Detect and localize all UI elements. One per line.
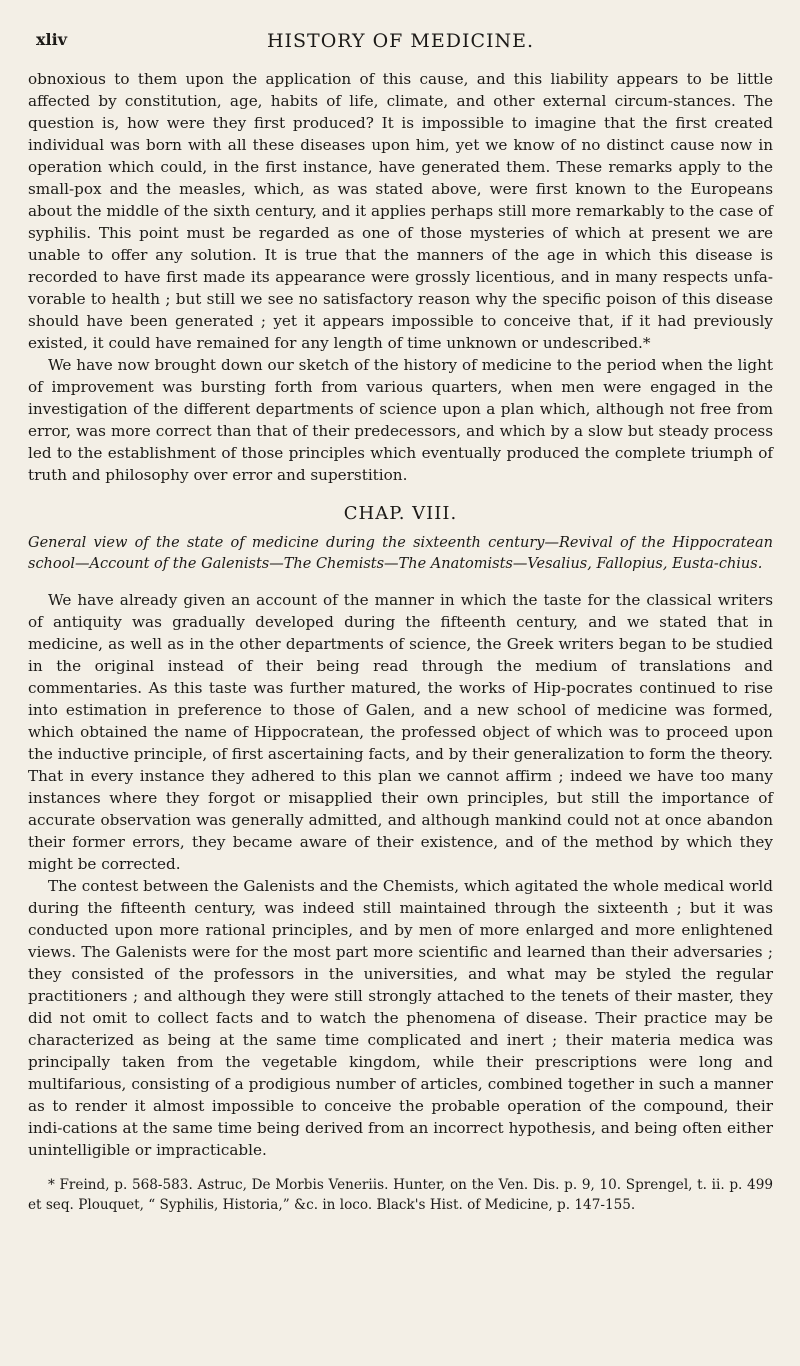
book-page [28, 30, 773, 1215]
page-number: xliv [36, 30, 67, 49]
chapter-synopsis: General view of the state of medicine during the sixteenth century—Revival of the Hippocratean school—Account of the Galenists—The Chemists—The Anatomists—Vesalius, Fallopius, Eusta-chius. [28, 535, 773, 572]
body-text [28, 68, 773, 1215]
paragraph: We have now brought down our sketch of the history of medicine to the period when the light of improvement was bursting forth from various quarters, when men were engaged in the investigation of the different departments of science upon a plan which, although not free from error, was more correct than that of their predecessors, and which by a slow but steady process led to the establishment of those principles which eventually produced the complete triumph of truth and philosophy over error and superstition. [28, 356, 773, 484]
paragraph-continued: obnoxious to them upon the application of this cause, and this liability appears to be little affected by constitution, age, habits of life, climate, and other external circum-stances. The question is, how were they first produced? It is impossible to imagine that the first created individual was born with all these diseases upon him, yet we know of no distinct cause now in operation which could, in the first instance, have generated them. These remarks apply to the small-pox and the measles, which, as was stated above, were first known to the Europeans about the middle of the sixth century, and it applies perhaps still more remarkably to the case of syphilis. This point must be regarded as one of those mysteries of which at present we are unable to offer any solution. It is true that the manners of the age in which this disease is recorded to have first made its appearance were grossly licentious, and in many respects unfa-vorable to health ; but still we see no satisfactory reason why the specific poison of this disease should have been generated ; yet it appears impossible to conceive that, if it had previously existed, it could have remained for any length of time unknown or undescribed.* [28, 70, 773, 352]
paragraph: We have already given an account of the manner in which the taste for the classical writers of antiquity was gradually developed during the fifteenth century, and we stated that in medicine, as well as in the other departments of science, the Greek writers began to be studied in the original instead of their being read through the medium of translations and commentaries. As this taste was further matured, the works of Hip-pocrates continued to rise into estimation in preference to those of Galen, and a new school of medicine was formed, which obtained the name of Hippocratean, the professed object of which was to proceed upon the inductive principle, of first ascertaining facts, and by their generalization to form the theory. That in every instance they adhered to this plan we cannot affirm ; indeed we have too many instances where they forgot or misapplied their own principles, but still the importance of accurate observation was generally admitted, and although mankind could not at once abandon their former errors, they became aware of their existence, and of the method by which they might be corrected. [28, 591, 773, 873]
chapter-heading: CHAP. VIII. [343, 503, 458, 524]
paragraph: The contest between the Galenists and the Chemists, which agitated the whole medical world during the fifteenth century, was indeed still maintained through the sixteenth ; but it was conducted upon more rational principles, and by men of more enlarged and more enlightened views. The Galenists were for the most part more scientific and learned than their adversaries ; they consisted of the professors in the universities, and what may be styled the regular practitioners ; and although they were still strongly attached to the tenets of their master, they did not omit to collect facts and to watch the phenomena of disease. Their practice may be characterized as being at the same time complicated and inert ; their materia medica was principally taken from the vegetable kingdom, while their prescriptions were long and multifarious, consisting of a prodigious number of articles, combined together in such a manner as to render it almost impossible to conceive the probable operation of the compound, their indi-cations at the same time being derived from an incorrect hypothesis, and being often either unintelligible or impracticable. [28, 877, 773, 1159]
footnote: * Freind, p. 568-583. Astruc, De Morbis Veneriis. Hunter, on the Ven. Dis. p. 9, 10. Sprengel, t. ii. p. 499 et seq. Plouquet, “ Syphilis, Historia,” &c. in loco. Black's Hist. of Medicine, p. 147-155. [28, 1177, 773, 1213]
running-title: HISTORY OF MEDICINE. [266, 30, 535, 52]
running-head [28, 30, 773, 54]
